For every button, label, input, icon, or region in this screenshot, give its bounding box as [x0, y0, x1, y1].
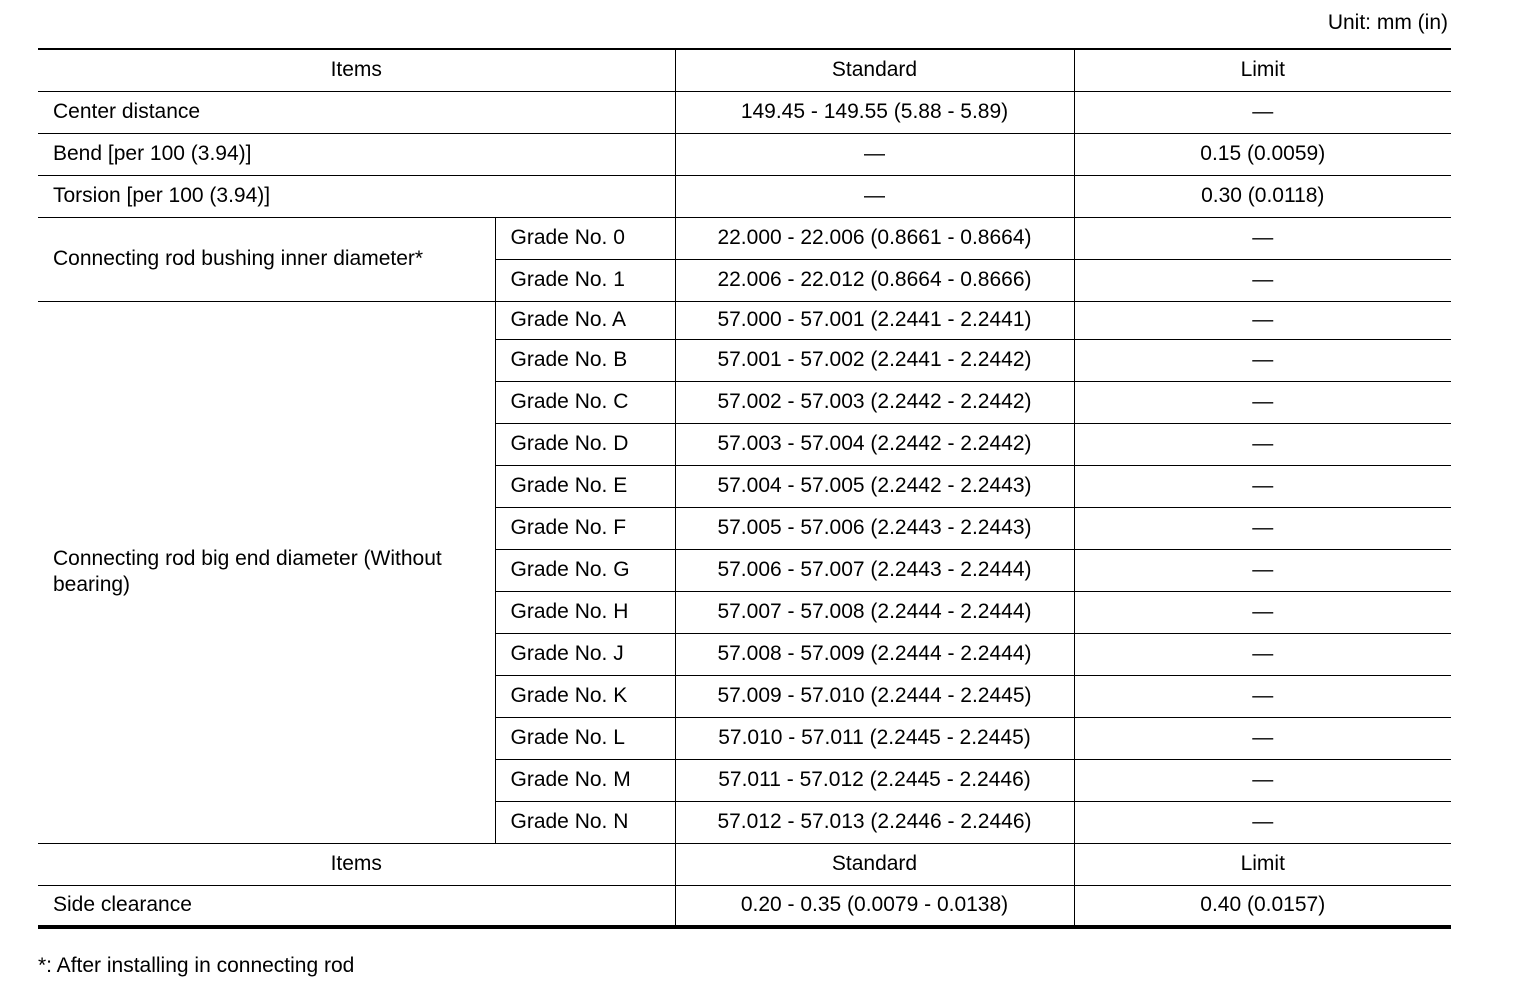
- standard-value: 149.45 - 149.55 (5.88 - 5.89): [675, 91, 1074, 133]
- standard-value: 57.004 - 57.005 (2.2442 - 2.2443): [675, 465, 1074, 507]
- grade-label: Grade No. L: [495, 717, 675, 759]
- standard-value: 57.005 - 57.006 (2.2443 - 2.2443): [675, 507, 1074, 549]
- standard-value: 57.000 - 57.001 (2.2441 - 2.2441): [675, 301, 1074, 339]
- grade-label: Grade No. 1: [495, 259, 675, 301]
- limit-value: —: [1074, 633, 1451, 675]
- limit-value: 0.15 (0.0059): [1074, 133, 1451, 175]
- limit-value: —: [1074, 259, 1451, 301]
- standard-value: 0.20 - 0.35 (0.0079 - 0.0138): [675, 885, 1074, 927]
- header-items: Items: [38, 49, 675, 91]
- grade-label: Grade No. J: [495, 633, 675, 675]
- limit-value: —: [1074, 465, 1451, 507]
- standard-value: —: [675, 175, 1074, 217]
- standard-value: 57.001 - 57.002 (2.2441 - 2.2442): [675, 339, 1074, 381]
- unit-label: Unit: mm (in): [1327, 11, 1448, 34]
- header-standard: Standard: [675, 843, 1074, 885]
- standard-value: 57.011 - 57.012 (2.2445 - 2.2446): [675, 759, 1074, 801]
- item-label: Torsion [per 100 (3.94)]: [38, 175, 675, 217]
- limit-value: —: [1074, 549, 1451, 591]
- limit-value: —: [1074, 507, 1451, 549]
- standard-value: 22.000 - 22.006 (0.8661 - 0.8664): [675, 217, 1074, 259]
- standard-value: —: [675, 133, 1074, 175]
- bushing-label: Connecting rod bushing inner diameter*: [38, 217, 495, 301]
- standard-value: 57.002 - 57.003 (2.2442 - 2.2442): [675, 381, 1074, 423]
- limit-value: —: [1074, 591, 1451, 633]
- grade-label: Grade No. M: [495, 759, 675, 801]
- standard-value: 57.012 - 57.013 (2.2446 - 2.2446): [675, 801, 1074, 843]
- grade-label: Grade No. F: [495, 507, 675, 549]
- item-label: Bend [per 100 (3.94)]: [38, 133, 675, 175]
- standard-value: 57.010 - 57.011 (2.2445 - 2.2445): [675, 717, 1074, 759]
- limit-value: —: [1074, 339, 1451, 381]
- grade-label: Grade No. N: [495, 801, 675, 843]
- standard-value: 57.007 - 57.008 (2.2444 - 2.2444): [675, 591, 1074, 633]
- limit-value: —: [1074, 91, 1451, 133]
- connecting-rod-spec-table: [38, 48, 1451, 929]
- limit-value: —: [1074, 423, 1451, 465]
- standard-value: 57.009 - 57.010 (2.2444 - 2.2445): [675, 675, 1074, 717]
- standard-value: 22.006 - 22.012 (0.8664 - 0.8666): [675, 259, 1074, 301]
- table-row: [38, 301, 1451, 339]
- standard-value: 57.003 - 57.004 (2.2442 - 2.2442): [675, 423, 1074, 465]
- table-row: [38, 91, 1451, 133]
- grade-label: Grade No. C: [495, 381, 675, 423]
- table-row: [38, 885, 1451, 927]
- header-items: Items: [38, 843, 675, 885]
- item-label: Side clearance: [38, 885, 675, 927]
- table-row: [38, 217, 1451, 259]
- header-limit: Limit: [1074, 843, 1451, 885]
- grade-label: Grade No. B: [495, 339, 675, 381]
- limit-value: —: [1074, 217, 1451, 259]
- standard-value: 57.006 - 57.007 (2.2443 - 2.2444): [675, 549, 1074, 591]
- limit-value: —: [1074, 759, 1451, 801]
- grade-label: Grade No. E: [495, 465, 675, 507]
- table-row: [38, 133, 1451, 175]
- grade-label: Grade No. G: [495, 549, 675, 591]
- grade-label: Grade No. K: [495, 675, 675, 717]
- grade-label: Grade No. H: [495, 591, 675, 633]
- limit-value: —: [1074, 717, 1451, 759]
- big-end-label: Connecting rod big end diameter (Without bearing): [38, 301, 495, 843]
- header-limit: Limit: [1074, 49, 1451, 91]
- grade-label: Grade No. D: [495, 423, 675, 465]
- limit-value: —: [1074, 301, 1451, 339]
- limit-value: —: [1074, 381, 1451, 423]
- limit-value: 0.40 (0.0157): [1074, 885, 1451, 927]
- limit-value: —: [1074, 675, 1451, 717]
- standard-value: 57.008 - 57.009 (2.2444 - 2.2444): [675, 633, 1074, 675]
- table-row: [38, 175, 1451, 217]
- footnote: *: After installing in connecting rod: [38, 954, 355, 977]
- header-standard: Standard: [675, 49, 1074, 91]
- header-row: [38, 49, 1451, 91]
- limit-value: 0.30 (0.0118): [1074, 175, 1451, 217]
- item-label: Center distance: [38, 91, 675, 133]
- limit-value: —: [1074, 801, 1451, 843]
- grade-label: Grade No. 0: [495, 217, 675, 259]
- header-row-2: [38, 843, 1451, 885]
- grade-label: Grade No. A: [495, 301, 675, 339]
